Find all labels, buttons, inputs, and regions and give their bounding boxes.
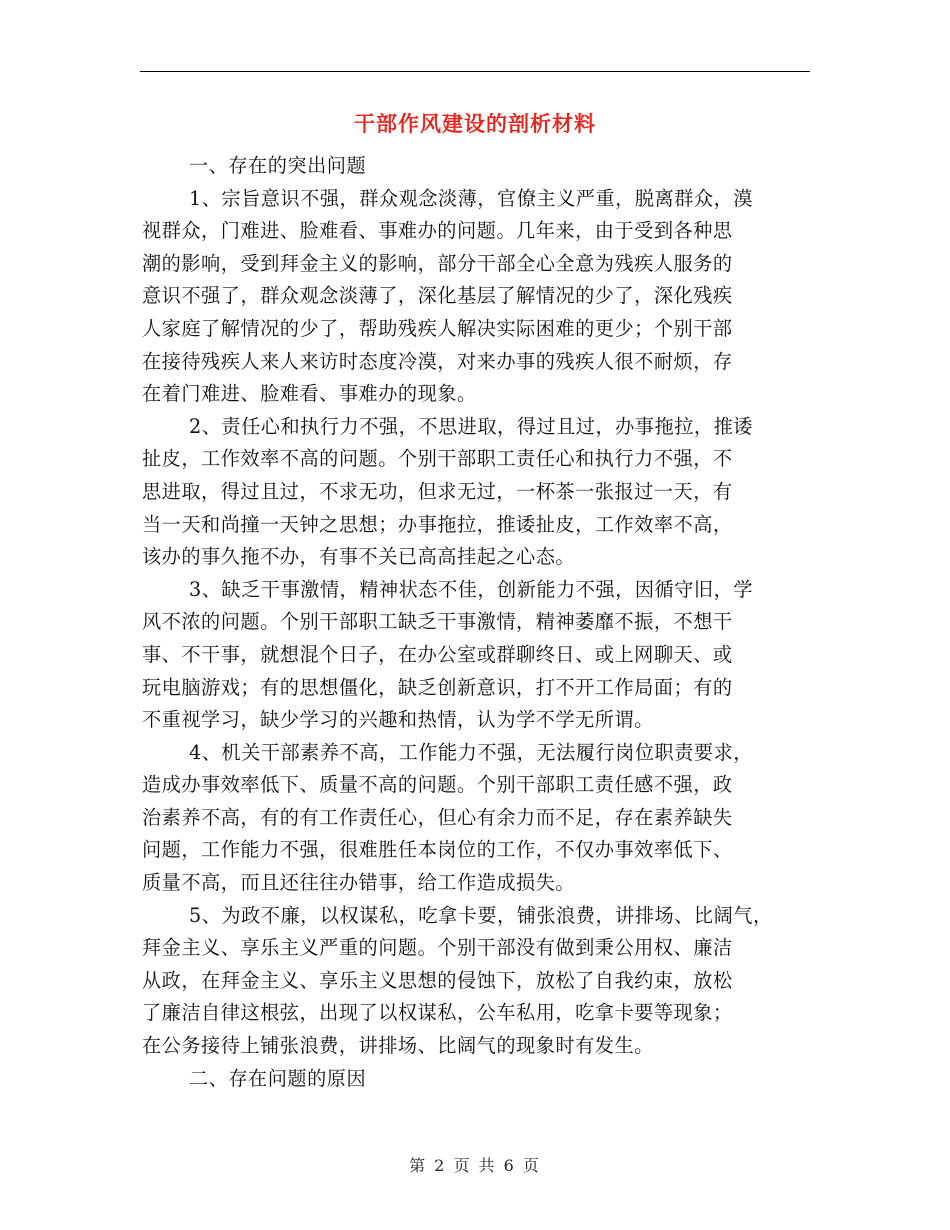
document-title: 干部作风建设的剖析材料: [354, 111, 596, 136]
text-line: 在公务接待上铺张浪费，讲排场、比阔气的现象时有发生。: [142, 1034, 654, 1058]
text-line: 事、不干事，就想混个日子，在办公室或群聊终日、或上网聊天、或: [142, 642, 733, 666]
text-line: 意识不强了，群众观念淡薄了，深化基层了解情况的少了，深化残疾: [142, 284, 733, 308]
text-line: 造成办事效率低下、质量不高的问题。个别干部职工责任感不强，政: [142, 773, 733, 797]
text-line: 不重视学习，缺少学习的兴趣和热情，认为学不学无所谓。: [142, 708, 654, 732]
text-line: 一、存在的突出问题: [189, 154, 367, 177]
text-line: 当一天和尚撞一天钟之思想；办事拖拉，推诿扯皮，工作效率不高，: [142, 512, 733, 536]
page-footer: 第 2 页 共 6 页: [409, 1156, 541, 1175]
text-line: 思进取，得过且过，不求无功，但求无过，一杯茶一张报过一天，有: [142, 479, 733, 503]
text-line: 在着门难进、脸难看、事难办的现象。: [142, 382, 477, 406]
text-line: 2、责任心和执行力不强，不思进取，得过且过，办事拖拉，推诿: [189, 414, 753, 438]
text-line: 1、宗旨意识不强，群众观念淡薄，官僚主义严重，脱离群众，漠: [189, 186, 753, 210]
text-line: 问题，工作能力不强，很难胜任本岗位的工作，不仅办事效率低下、: [142, 838, 733, 862]
text-line: 风不浓的问题。个别干部职工缺乏干事激情，精神萎靡不振，不想干: [142, 610, 733, 634]
text-line: 质量不高，而且还往往办错事，给工作造成损失。: [142, 871, 576, 895]
text-line: 玩电脑游戏；有的思想僵化，缺乏创新意识，打不开工作局面；有的: [142, 675, 733, 699]
header-rule: [140, 71, 810, 72]
text-line: 3、缺乏干事激情，精神状态不佳，创新能力不强，因循守旧，学: [189, 577, 753, 601]
text-line: 了廉洁自律这根弦，出现了以权谋私，公车私用，吃拿卡要等现象；: [142, 1001, 733, 1025]
text-line: 该办的事久拖不办，有事不关已高高挂起之心态。: [142, 545, 576, 569]
text-line: 5、为政不廉，以权谋私，吃拿卡要，铺张浪费，讲排场、比阔气，: [189, 903, 773, 927]
text-line: 4、机关干部素养不高，工作能力不强，无法履行岗位职责要求，: [189, 740, 753, 764]
text-line: 扯皮，工作效率不高的问题。个别干部职工责任心和执行力不强，不: [142, 447, 733, 471]
text-line: 从政，在拜金主义、享乐主义思想的侵蚀下，放松了自我约束，放松: [142, 968, 733, 992]
text-line: 潮的影响，受到拜金主义的影响，部分干部全心全意为残疾人服务的: [142, 251, 733, 275]
text-line: 视群众，门难进、脸难看、事难办的问题。几年来，由于受到各种思: [142, 219, 733, 243]
text-line: 人家庭了解情况的少了，帮助残疾人解决实际困难的更少；个别干部: [142, 316, 733, 340]
text-line: 二、存在问题的原因: [189, 1066, 367, 1090]
text-line: 在接待残疾人来人来访时态度冷漠，对来办事的残疾人很不耐烦，存: [142, 349, 733, 373]
document-body: [142, 150, 812, 1095]
text-line: 拜金主义、享乐主义严重的问题。个别干部没有做到秉公用权、廉洁: [142, 936, 733, 960]
text-line: 治素养不高，有的有工作责任心，但心有余力而不足，存在素养缺失: [142, 805, 733, 829]
